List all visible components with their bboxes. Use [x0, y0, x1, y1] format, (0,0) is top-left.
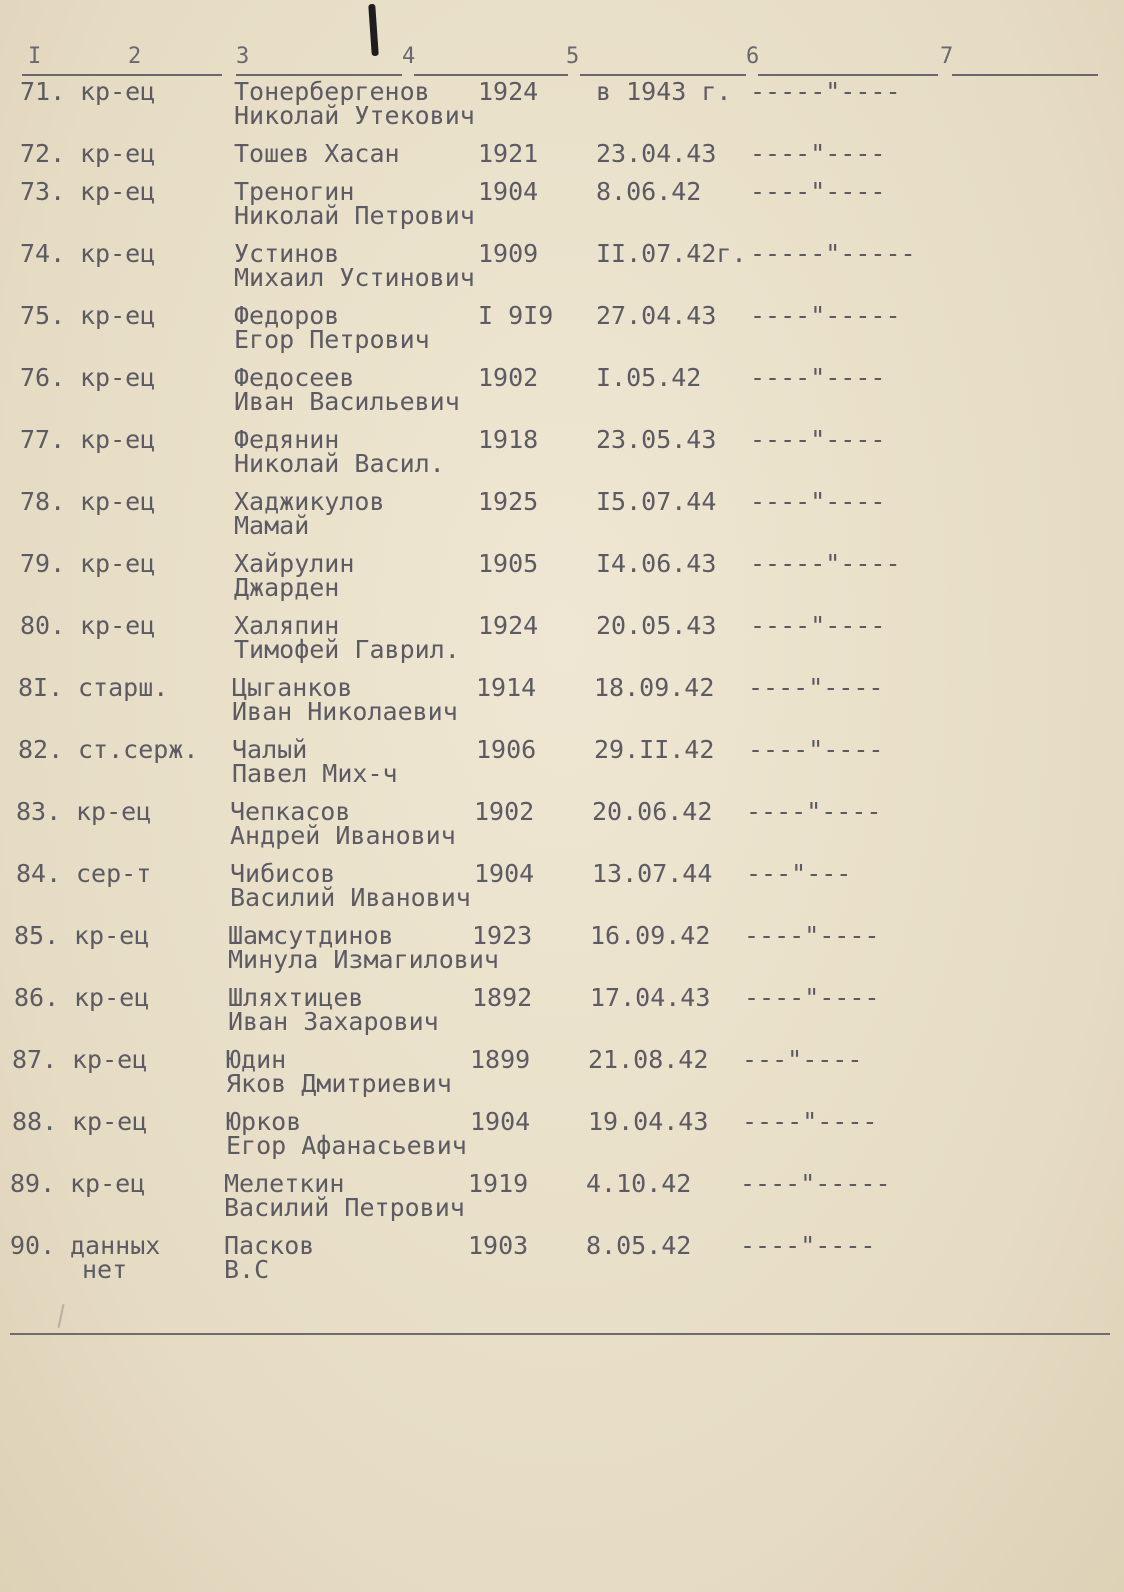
- ditto-mark: ----"-----: [750, 301, 901, 330]
- column-number-2: 2: [128, 44, 142, 69]
- given-names: Николай Петрович: [234, 201, 475, 230]
- header-underline: [758, 74, 938, 76]
- pencil-mark: [58, 1304, 65, 1328]
- date: 20.05.43: [596, 611, 717, 640]
- roster-row: [0, 240, 1124, 302]
- given-names: В.С: [224, 1255, 270, 1284]
- ditto-mark: ----"----: [750, 363, 886, 392]
- roster-row: [0, 426, 1124, 488]
- surname: Чибисов: [230, 859, 336, 888]
- rank: кр-ец: [70, 1169, 146, 1198]
- closing-rule: [10, 1333, 1110, 1335]
- rank: кр-ец: [80, 611, 156, 640]
- date: 23.05.43: [596, 425, 717, 454]
- row-number: 74.: [20, 239, 66, 268]
- ditto-mark: ----"----: [750, 425, 886, 454]
- ditto-mark: ----"----: [740, 1231, 876, 1260]
- given-names: Яков Дмитриевич: [226, 1069, 452, 1098]
- column-number-6: 6: [746, 44, 760, 69]
- rank: сер-т: [76, 859, 152, 888]
- roster-row: [0, 984, 1118, 1046]
- given-names: Иван Васильевич: [234, 387, 460, 416]
- row-number: 84.: [16, 859, 62, 888]
- surname: Федоров: [234, 301, 340, 330]
- row-number: 85.: [14, 921, 60, 950]
- ditto-mark: ----"----: [744, 921, 880, 950]
- surname: Юрков: [226, 1107, 302, 1136]
- surname: Хайрулин: [234, 549, 355, 578]
- ditto-mark: ----"----: [748, 673, 884, 702]
- roster-row: [0, 674, 1122, 736]
- roster-row: [0, 488, 1124, 550]
- given-names: Николай Васил.: [234, 449, 445, 478]
- header-underline: [414, 74, 568, 76]
- rank: кр-ец: [80, 139, 156, 168]
- ditto-mark: ----"----: [744, 983, 880, 1012]
- birth-year: 1924: [478, 77, 539, 106]
- row-number: 86.: [14, 983, 60, 1012]
- birth-year: 1924: [478, 611, 539, 640]
- row-number: 89.: [10, 1169, 56, 1198]
- ditto-mark: ----"----: [746, 797, 882, 826]
- rank: кр-ец: [80, 363, 156, 392]
- surname: Федосеев: [234, 363, 355, 392]
- roster-row: [0, 78, 1124, 140]
- row-number: 71.: [20, 77, 66, 106]
- ditto-mark: ----"----: [750, 177, 886, 206]
- date: 8.05.42: [586, 1231, 692, 1260]
- ditto-mark: -----"----: [750, 77, 901, 106]
- surname: Мелеткин: [224, 1169, 345, 1198]
- given-names: Джарден: [234, 573, 340, 602]
- header-underline: [580, 74, 746, 76]
- surname: Цыганков: [232, 673, 353, 702]
- roster-row: [0, 736, 1122, 798]
- column-number-4: 4: [402, 44, 416, 69]
- column-number-7: 7: [940, 44, 954, 69]
- ditto-mark: ----"----: [750, 487, 886, 516]
- given-names: Василий Иванович: [230, 883, 471, 912]
- row-number: 90.: [10, 1231, 56, 1260]
- date: 27.04.43: [596, 301, 717, 330]
- rank: ст.серж.: [78, 735, 199, 764]
- birth-year: 1918: [478, 425, 539, 454]
- rank: кр-ец: [74, 921, 150, 950]
- surname: Юдин: [226, 1045, 287, 1074]
- ditto-mark: ----"-----: [740, 1169, 891, 1198]
- date: 19.04.43: [588, 1107, 709, 1136]
- roster-row: [0, 1170, 1114, 1232]
- ditto-mark: ---"---: [746, 859, 852, 888]
- date: 23.04.43: [596, 139, 717, 168]
- ditto-mark: ----"----: [750, 139, 886, 168]
- row-number: 80.: [20, 611, 66, 640]
- given-names: Иван Николаевич: [232, 697, 458, 726]
- surname: Чалый: [232, 735, 308, 764]
- birth-year: 1892: [472, 983, 533, 1012]
- surname: Федянин: [234, 425, 340, 454]
- column-number-1: I: [28, 44, 42, 69]
- date: 21.08.42: [588, 1045, 709, 1074]
- row-number: 79.: [20, 549, 66, 578]
- rank: кр-ец: [72, 1107, 148, 1136]
- date: 4.10.42: [586, 1169, 692, 1198]
- rank: кр-ец: [80, 487, 156, 516]
- date: I4.06.43: [596, 549, 717, 578]
- rank: кр-ец: [80, 301, 156, 330]
- given-names: Михаил Устинович: [234, 263, 475, 292]
- header-underline: [22, 74, 222, 76]
- roster-row: [0, 612, 1124, 674]
- rank: кр-ец: [72, 1045, 148, 1074]
- column-header-row: [0, 40, 1124, 80]
- surname: Шляхтицев: [228, 983, 364, 1012]
- row-number: 76.: [20, 363, 66, 392]
- birth-year: 1923: [472, 921, 533, 950]
- ditto-mark: ---"----: [742, 1045, 863, 1074]
- date: I.05.42: [596, 363, 702, 392]
- date: I5.07.44: [596, 487, 717, 516]
- given-names: Егор Петрович: [234, 325, 430, 354]
- header-underline: [236, 74, 402, 76]
- birth-year: 1904: [478, 177, 539, 206]
- given-names: Егор Афанасьевич: [226, 1131, 467, 1160]
- birth-year: 1904: [474, 859, 535, 888]
- surname: Хаджикулов: [234, 487, 385, 516]
- birth-year: 1919: [468, 1169, 529, 1198]
- rank: кр-ец: [76, 797, 152, 826]
- rank: кр-ец: [80, 77, 156, 106]
- date: 8.06.42: [596, 177, 702, 206]
- roster-row: [0, 302, 1124, 364]
- date: 18.09.42: [594, 673, 715, 702]
- given-names: Тимофей Гаврил.: [234, 635, 460, 664]
- date: 13.07.44: [592, 859, 713, 888]
- surname: Тошев Хасан: [234, 139, 400, 168]
- birth-year: 1905: [478, 549, 539, 578]
- roster-row: [0, 860, 1120, 922]
- roster-row: [0, 550, 1124, 612]
- row-number: 77.: [20, 425, 66, 454]
- surname: Халяпин: [234, 611, 340, 640]
- header-underline: [952, 74, 1098, 76]
- given-names: Андрей Иванович: [230, 821, 456, 850]
- surname: Устинов: [234, 239, 340, 268]
- rank: старш.: [78, 673, 169, 702]
- row-number: 8I.: [18, 673, 64, 702]
- surname: Чепкасов: [230, 797, 351, 826]
- birth-year: 1921: [478, 139, 539, 168]
- date: 16.09.42: [590, 921, 711, 950]
- given-names: Мамай: [234, 511, 310, 540]
- row-number: 78.: [20, 487, 66, 516]
- birth-year: 1902: [474, 797, 535, 826]
- ditto-mark: -----"----: [750, 549, 901, 578]
- given-names: Николай Утекович: [234, 101, 475, 130]
- date: 20.06.42: [592, 797, 713, 826]
- birth-year: 1914: [476, 673, 537, 702]
- column-number-5: 5: [566, 44, 580, 69]
- date: в 1943 г.: [596, 77, 732, 106]
- birth-year: 1903: [468, 1231, 529, 1260]
- ditto-mark: ----"----: [750, 611, 886, 640]
- date: 29.II.42: [594, 735, 715, 764]
- date: II.07.42г.: [596, 239, 747, 268]
- row-number: 88.: [12, 1107, 58, 1136]
- surname: Тонербергенов: [234, 77, 430, 106]
- surname: Пасков: [224, 1231, 315, 1260]
- row-number: 83.: [16, 797, 62, 826]
- roster-row: [0, 178, 1124, 240]
- surname: Шамсутдинов: [228, 921, 394, 950]
- roster-row: [0, 1108, 1116, 1170]
- birth-year: 1906: [476, 735, 537, 764]
- roster-row: [0, 922, 1118, 984]
- rank: кр-ец: [74, 983, 150, 1012]
- given-names: Василий Петрович: [224, 1193, 465, 1222]
- roster-row: [0, 798, 1120, 860]
- birth-year: I 9I9: [478, 301, 554, 330]
- rank: кр-ец: [80, 425, 156, 454]
- roster-row: [0, 1232, 1114, 1294]
- birth-year: 1899: [470, 1045, 531, 1074]
- ditto-mark: -----"-----: [750, 239, 916, 268]
- ditto-mark: ----"----: [742, 1107, 878, 1136]
- row-number: 73.: [20, 177, 66, 206]
- surname: Треногин: [234, 177, 355, 206]
- given-names: Иван Захарович: [228, 1007, 439, 1036]
- given-names: Минула Измагилович: [228, 945, 499, 974]
- rank: кр-ец: [80, 549, 156, 578]
- birth-year: 1904: [470, 1107, 531, 1136]
- row-number: 72.: [20, 139, 66, 168]
- roster-row: [0, 364, 1124, 426]
- birth-year: 1902: [478, 363, 539, 392]
- birth-year: 1909: [478, 239, 539, 268]
- rank-continued: нет: [82, 1255, 128, 1284]
- date: 17.04.43: [590, 983, 711, 1012]
- row-number: 75.: [20, 301, 66, 330]
- rank: данных: [70, 1231, 161, 1260]
- row-number: 87.: [12, 1045, 58, 1074]
- rank: кр-ец: [80, 239, 156, 268]
- rank: кр-ец: [80, 177, 156, 206]
- roster-row: [0, 1046, 1116, 1108]
- ditto-mark: ----"----: [748, 735, 884, 764]
- birth-year: 1925: [478, 487, 539, 516]
- row-number: 82.: [18, 735, 64, 764]
- column-number-3: 3: [236, 44, 250, 69]
- given-names: Павел Мих-ч: [232, 759, 398, 788]
